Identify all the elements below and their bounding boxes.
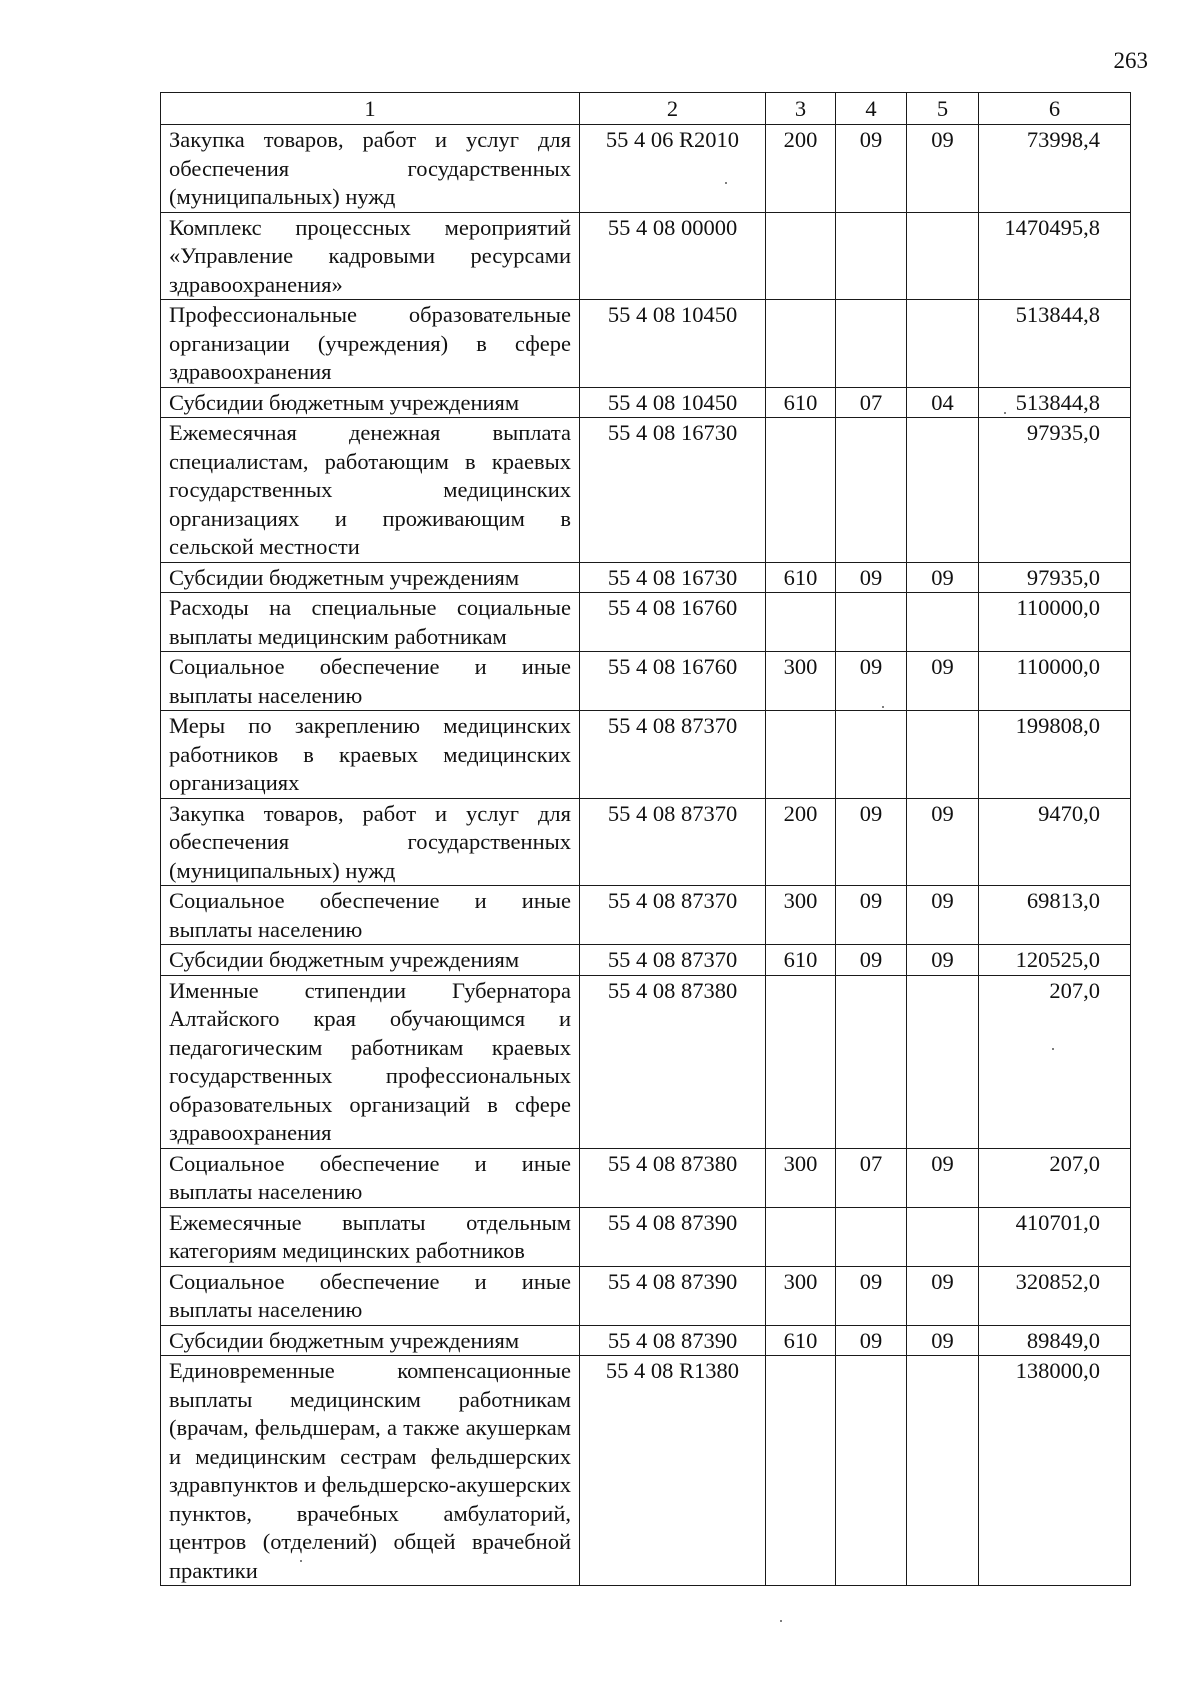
row-col-3: [766, 1356, 836, 1586]
row-col-5: [907, 1207, 979, 1266]
row-col-3: 300: [766, 886, 836, 945]
row-col-3: 300: [766, 652, 836, 711]
scan-speck: [1004, 412, 1006, 414]
table-row: [161, 593, 1131, 652]
row-code: 55 4 08 87390: [580, 1325, 766, 1356]
row-col-3: [766, 212, 836, 300]
row-col-5: 09: [907, 562, 979, 593]
row-col-4: [836, 593, 907, 652]
table-row: [161, 300, 1131, 388]
header-col-3: 3: [766, 93, 836, 125]
row-col-4: 09: [836, 125, 907, 213]
row-code: 55 4 08 87390: [580, 1207, 766, 1266]
table-row: [161, 1325, 1131, 1356]
row-code: 55 4 08 87370: [580, 886, 766, 945]
row-amount: 73998,4: [979, 125, 1131, 213]
row-col-4: [836, 1207, 907, 1266]
row-col-3: [766, 975, 836, 1148]
row-code: 55 4 08 87380: [580, 975, 766, 1148]
row-code: 55 4 08 87390: [580, 1266, 766, 1325]
row-col-3: 610: [766, 562, 836, 593]
row-name: Социальное обеспечение и иные выплаты населению: [161, 886, 580, 945]
row-col-3: 300: [766, 1266, 836, 1325]
row-code: 55 4 08 87370: [580, 798, 766, 886]
header-col-6: 6: [979, 93, 1131, 125]
row-col-5: [907, 1356, 979, 1586]
row-col-5: [907, 711, 979, 799]
row-amount: 513844,8: [979, 387, 1131, 418]
row-code: 55 4 08 87370: [580, 945, 766, 976]
page-number: 263: [1113, 48, 1148, 73]
row-col-5: [907, 300, 979, 388]
row-amount: 89849,0: [979, 1325, 1131, 1356]
row-col-5: [907, 593, 979, 652]
row-col-3: 610: [766, 945, 836, 976]
row-col-5: 09: [907, 652, 979, 711]
row-col-4: [836, 975, 907, 1148]
table-row: [161, 1356, 1131, 1586]
row-col-5: 09: [907, 1148, 979, 1207]
row-name: Комплекс процессных мероприятий «Управление кадровыми ресурсами здравоохранения»: [161, 212, 580, 300]
row-code: 55 4 08 87380: [580, 1148, 766, 1207]
scan-speck: [725, 182, 727, 184]
scan-speck: [780, 1620, 782, 1622]
row-amount: 199808,0: [979, 711, 1131, 799]
scan-speck: [882, 706, 884, 708]
row-col-3: 200: [766, 125, 836, 213]
row-amount: 1470495,8: [979, 212, 1131, 300]
row-amount: 410701,0: [979, 1207, 1131, 1266]
row-col-4: [836, 300, 907, 388]
row-amount: 110000,0: [979, 652, 1131, 711]
row-name: Субсидии бюджетным учреждениям: [161, 562, 580, 593]
row-col-5: 09: [907, 886, 979, 945]
table-row: [161, 418, 1131, 563]
row-col-5: 04: [907, 387, 979, 418]
row-name: Единовременные компенсационные выплаты медицинским работникам (врачам, фельдшерам, а также акушеркам и медицинским сестрам фельдшерских здравпунктов и фельдшерско-акушерских пунктов, врачебных амбулаторий, центров (отделений) общей врачебной практики: [161, 1356, 580, 1586]
row-col-5: 09: [907, 1266, 979, 1325]
row-col-4: [836, 418, 907, 563]
row-amount: 513844,8: [979, 300, 1131, 388]
row-amount: 207,0: [979, 1148, 1131, 1207]
table-row: [161, 886, 1131, 945]
row-name: Социальное обеспечение и иные выплаты населению: [161, 1266, 580, 1325]
header-row: [161, 93, 1131, 125]
header-col-5: 5: [907, 93, 979, 125]
row-col-5: [907, 975, 979, 1148]
budget-table: [160, 92, 1131, 1586]
row-col-4: 09: [836, 886, 907, 945]
row-col-4: 09: [836, 1266, 907, 1325]
row-amount: 110000,0: [979, 593, 1131, 652]
table-row: [161, 387, 1131, 418]
table-row: [161, 1266, 1131, 1325]
row-col-4: [836, 212, 907, 300]
row-code: 55 4 08 R1380: [580, 1356, 766, 1586]
row-name: Ежемесячная денежная выплата специалистам, работающим в краевых государственных медицинских организациях и проживающим в сельской местности: [161, 418, 580, 563]
table-body: [161, 125, 1131, 1586]
row-col-4: 09: [836, 652, 907, 711]
row-name: Расходы на специальные социальные выплаты медицинским работникам: [161, 593, 580, 652]
row-col-3: [766, 711, 836, 799]
row-amount: 69813,0: [979, 886, 1131, 945]
row-amount: 97935,0: [979, 562, 1131, 593]
row-col-5: 09: [907, 1325, 979, 1356]
header-col-4: 4: [836, 93, 907, 125]
row-name: Субсидии бюджетным учреждениям: [161, 1325, 580, 1356]
row-col-3: [766, 593, 836, 652]
table-row: [161, 975, 1131, 1148]
row-col-3: [766, 418, 836, 563]
row-name: Субсидии бюджетным учреждениям: [161, 945, 580, 976]
row-amount: 9470,0: [979, 798, 1131, 886]
row-name: Закупка товаров, работ и услуг для обеспечения государственных (муниципальных) нужд: [161, 125, 580, 213]
row-col-4: 07: [836, 1148, 907, 1207]
row-col-5: 09: [907, 125, 979, 213]
row-col-4: 07: [836, 387, 907, 418]
row-code: 55 4 06 R2010: [580, 125, 766, 213]
table-row: [161, 945, 1131, 976]
row-col-5: 09: [907, 945, 979, 976]
row-amount: 320852,0: [979, 1266, 1131, 1325]
row-col-4: 09: [836, 945, 907, 976]
row-col-5: [907, 418, 979, 563]
row-name: Именные стипендии Губернатора Алтайского края обучающимся и педагогическим работникам краевых государственных профессиональных образовательных организаций в сфере здравоохранения: [161, 975, 580, 1148]
row-col-3: 200: [766, 798, 836, 886]
table-row: [161, 212, 1131, 300]
row-col-4: [836, 1356, 907, 1586]
scan-speck: [300, 1560, 302, 1562]
header-col-2: 2: [580, 93, 766, 125]
row-amount: 138000,0: [979, 1356, 1131, 1586]
row-code: 55 4 08 00000: [580, 212, 766, 300]
table-row: [161, 1207, 1131, 1266]
row-col-3: [766, 300, 836, 388]
table-row: [161, 562, 1131, 593]
row-code: 55 4 08 16760: [580, 593, 766, 652]
table-row: [161, 798, 1131, 886]
row-col-5: [907, 212, 979, 300]
row-code: 55 4 08 10450: [580, 387, 766, 418]
row-name: Меры по закреплению медицинских работников в краевых медицинских организациях: [161, 711, 580, 799]
row-name: Ежемесячные выплаты отдельным категориям медицинских работников: [161, 1207, 580, 1266]
table-row: [161, 1148, 1131, 1207]
row-name: Профессиональные образовательные организации (учреждения) в сфере здравоохранения: [161, 300, 580, 388]
row-col-3: [766, 1207, 836, 1266]
row-col-4: 09: [836, 798, 907, 886]
row-col-3: 300: [766, 1148, 836, 1207]
row-col-4: [836, 711, 907, 799]
table-header: [161, 93, 1131, 125]
row-name: Закупка товаров, работ и услуг для обеспечения государственных (муниципальных) нужд: [161, 798, 580, 886]
row-col-3: 610: [766, 1325, 836, 1356]
row-code: 55 4 08 87370: [580, 711, 766, 799]
row-name: Социальное обеспечение и иные выплаты населению: [161, 1148, 580, 1207]
row-name: Субсидии бюджетным учреждениям: [161, 387, 580, 418]
table-row: [161, 711, 1131, 799]
row-code: 55 4 08 16730: [580, 562, 766, 593]
row-name: Социальное обеспечение и иные выплаты населению: [161, 652, 580, 711]
row-col-4: 09: [836, 1325, 907, 1356]
table-row: [161, 125, 1131, 213]
row-col-3: 610: [766, 387, 836, 418]
row-col-5: 09: [907, 798, 979, 886]
header-col-1: 1: [161, 93, 580, 125]
table-row: [161, 652, 1131, 711]
scan-speck: [1052, 1048, 1054, 1050]
row-code: 55 4 08 10450: [580, 300, 766, 388]
row-code: 55 4 08 16760: [580, 652, 766, 711]
row-amount: 207,0: [979, 975, 1131, 1148]
row-amount: 120525,0: [979, 945, 1131, 976]
row-code: 55 4 08 16730: [580, 418, 766, 563]
row-col-4: 09: [836, 562, 907, 593]
row-amount: 97935,0: [979, 418, 1131, 563]
